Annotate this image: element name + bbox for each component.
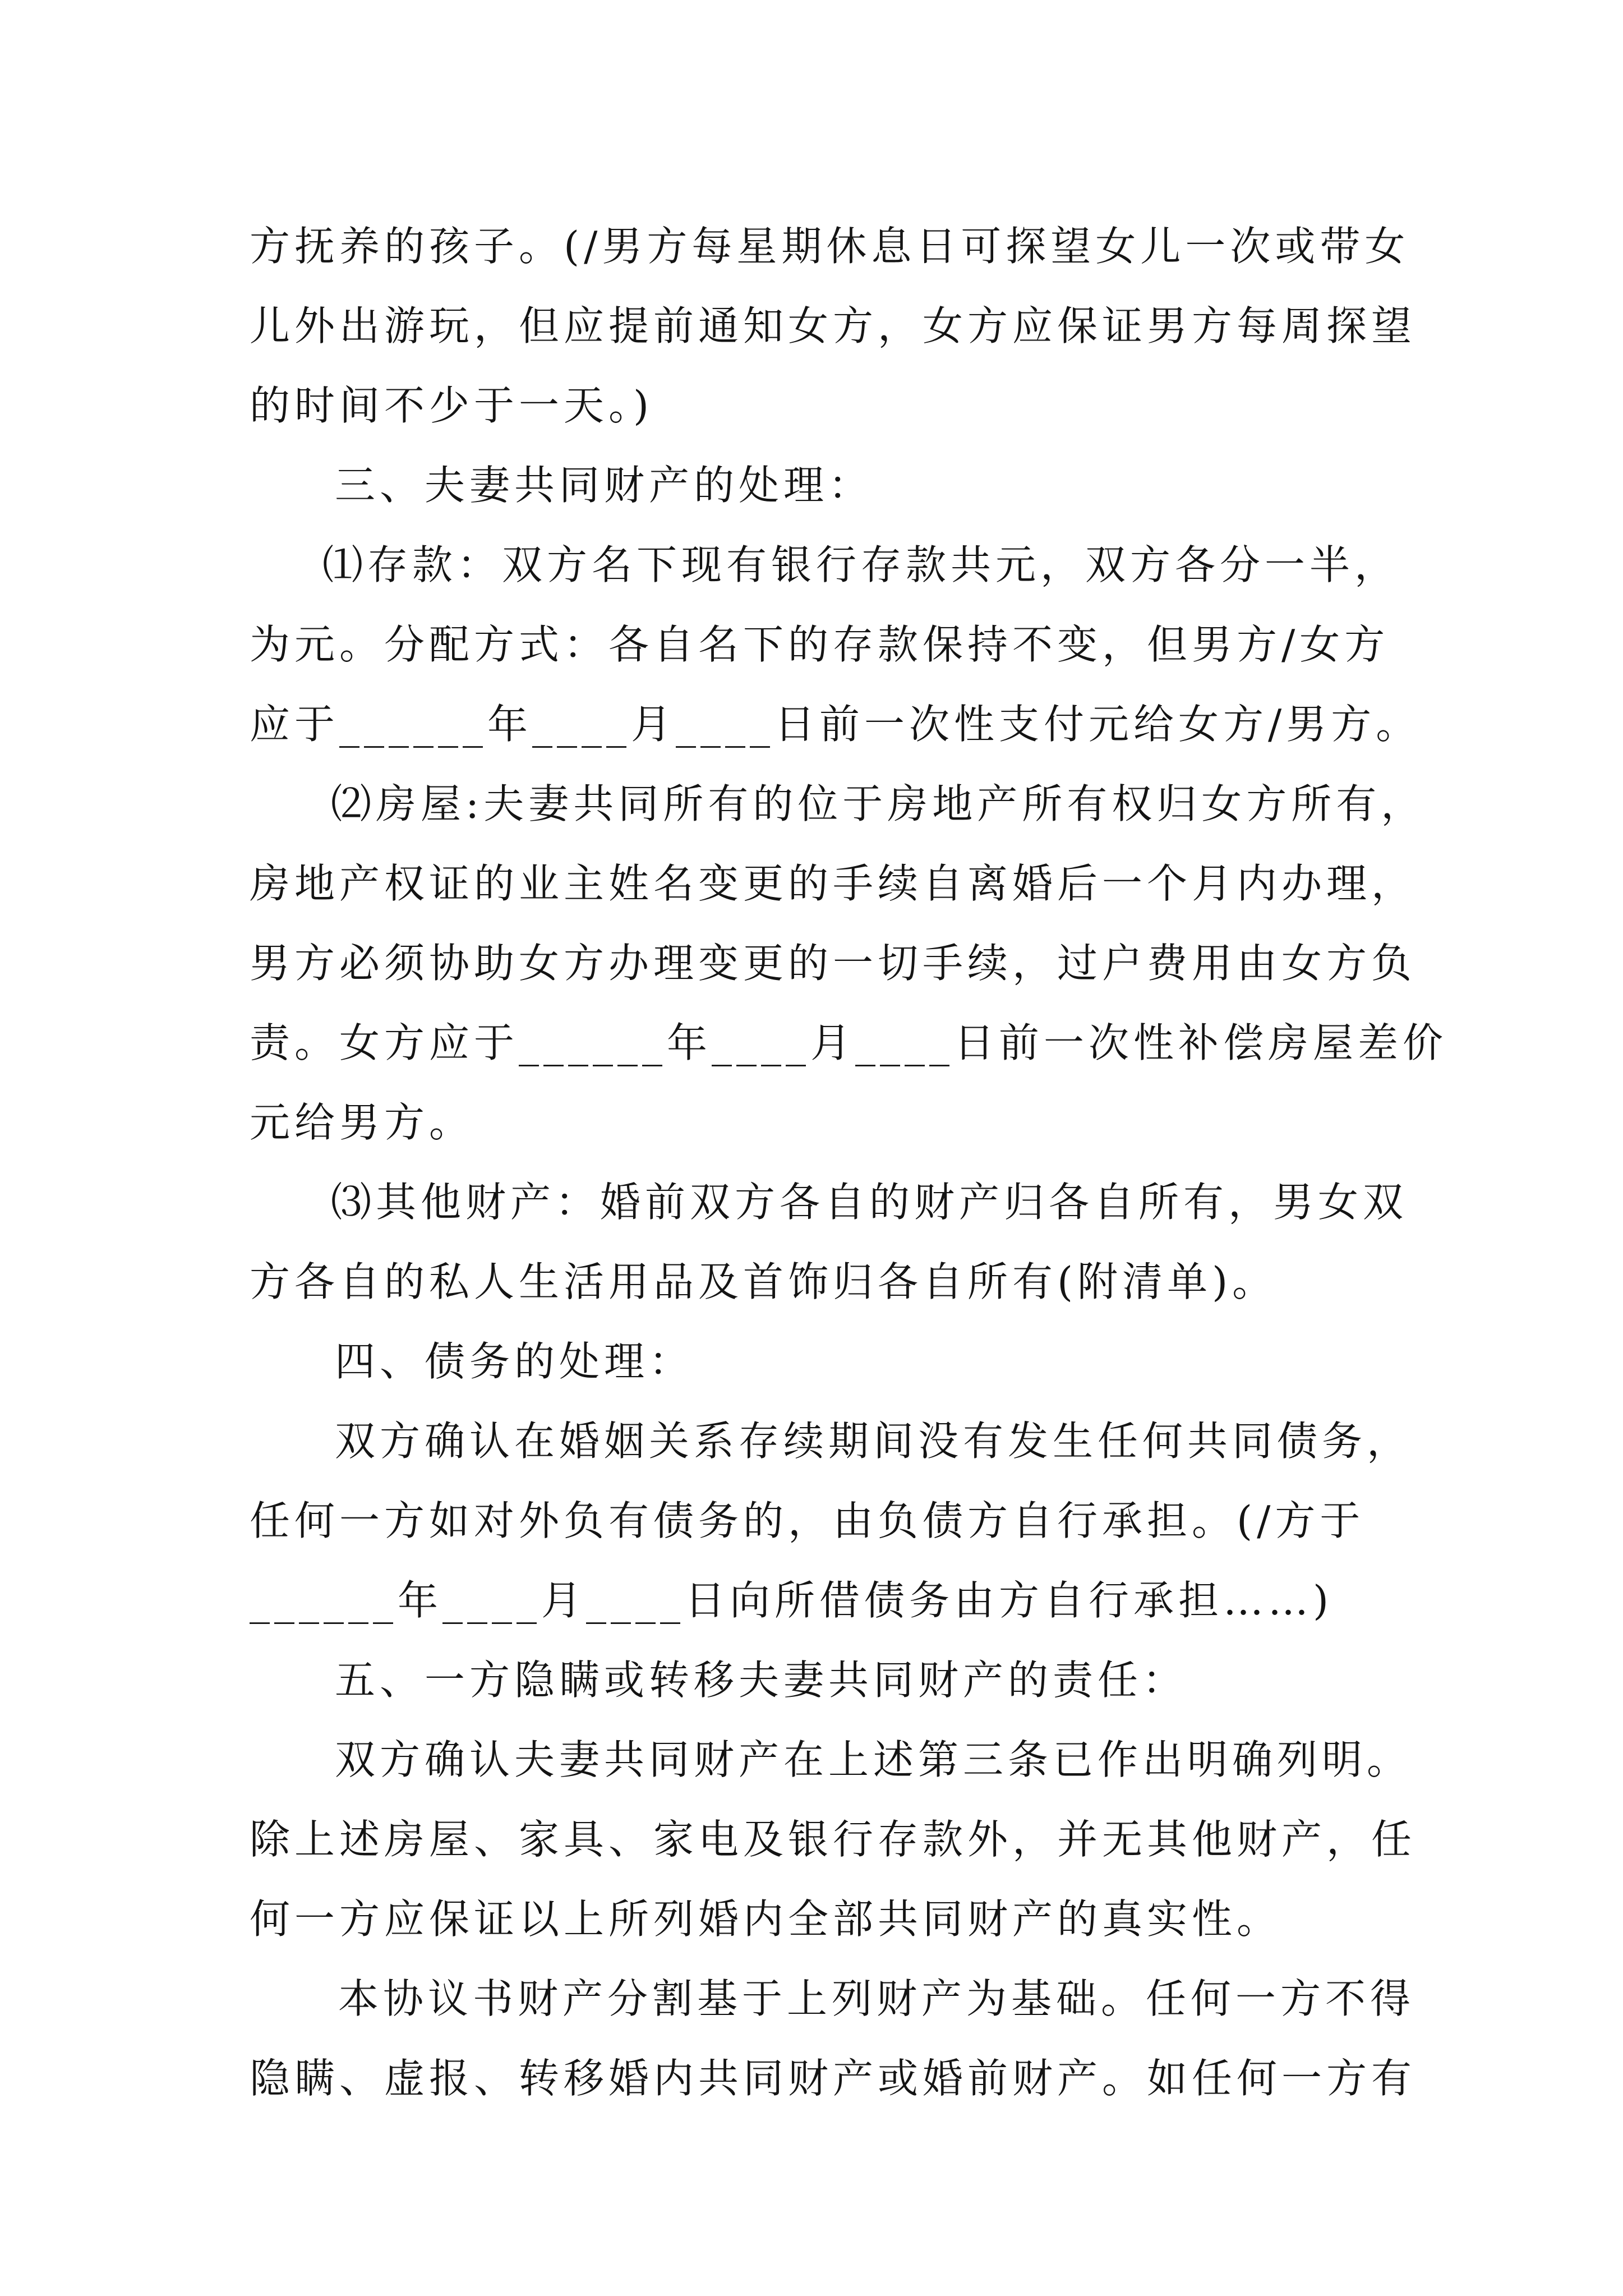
section-heading: 五、一方隐瞒或转移夫妻共同财产的责任： xyxy=(335,1657,1188,1704)
section-heading: 三、夫妻共同财产的处理： xyxy=(335,462,874,509)
text-line: 男方必须协助女方办理变更的一切手续，过户费用由女方负 xyxy=(250,940,1417,987)
text-line: ⑶其他财产：婚前双方各自的财产归各自所有，男女双 xyxy=(331,1179,1408,1226)
text-line: 双方确认夫妻共同财产在上述第三条已作出明确列明。 xyxy=(335,1736,1412,1783)
text-line: 为元。分配方式：各自名下的存款保持不变，但男方/女方 xyxy=(250,621,1390,668)
section-heading: 四、债务的处理： xyxy=(335,1338,694,1385)
text-line: 责。女方应于______年____月____日前一次性补偿房屋差价 xyxy=(250,1019,1448,1066)
text-line: 隐瞒、虚报、转移婚内共同财产或婚前财产。如任何一方有 xyxy=(250,2055,1417,2102)
text-line: 除上述房屋、家具、家电及银行存款外，并无其他财产，任 xyxy=(250,1816,1417,1863)
text-line: 的时间不少于一天。) xyxy=(250,382,654,429)
text-line: 本协议书财产分割基于上列财产为基础。任何一方不得 xyxy=(338,1975,1415,2022)
text-line: ______年____月____日向所借债务由方自行承担……) xyxy=(250,1577,1334,1624)
text-line: 方抚养的孩子。(/男方每星期休息日可探望女儿一次或带女 xyxy=(250,223,1410,270)
text-line: 双方确认在婚姻关系存续期间没有发生任何共同债务， xyxy=(335,1418,1412,1465)
text-line: 任何一方如对外负有债务的，由负债方自行承担。(/方于 xyxy=(250,1497,1365,1544)
text-line: 何一方应保证以上所列婚内全部共同财产的真实性。 xyxy=(250,1895,1282,1943)
document-body xyxy=(250,206,1448,2118)
text-line: ⑵房屋:夫妻共同所有的位于房地产所有权归女方所有， xyxy=(331,780,1426,827)
text-line: 应于______年____月____日前一次性支付元给女方/男方。 xyxy=(250,701,1421,748)
text-line: ⑴存款：双方名下现有银行存款共元，双方各分一半， xyxy=(322,541,1400,588)
text-line: 儿外出游玩，但应提前通知女方，女方应保证男方每周探望 xyxy=(250,302,1417,349)
text-line: 方各自的私人生活用品及首饰归各自所有(附清单)。 xyxy=(250,1258,1278,1305)
text-line: 元给男方。 xyxy=(250,1099,474,1146)
text-line: 房地产权证的业主姓名变更的手续自离婚后一个月内办理， xyxy=(250,860,1417,907)
